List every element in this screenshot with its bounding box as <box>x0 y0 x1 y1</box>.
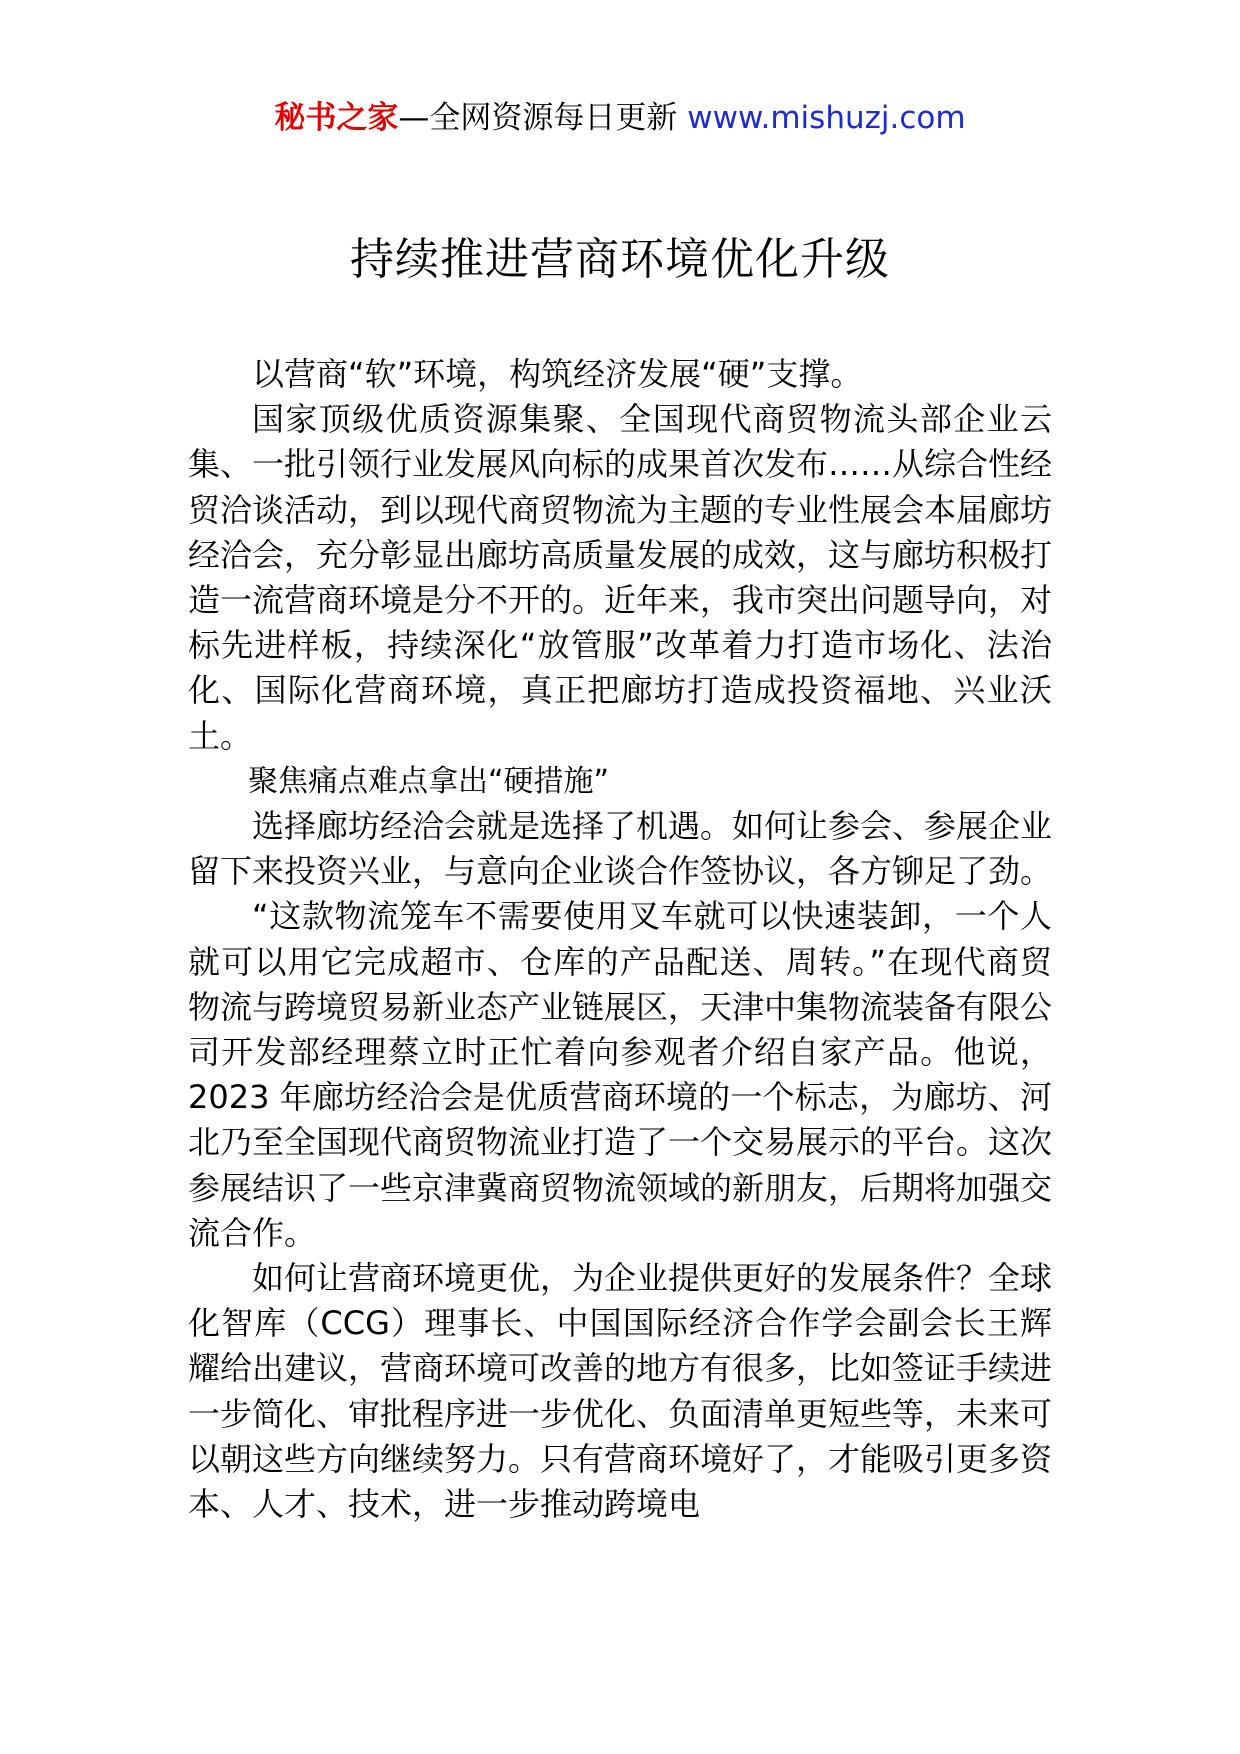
article-paragraph: 如何让营商环境更优，为企业提供更好的发展条件？全球化智库（CCG）理事长、中国国际经济合作学会副会长王辉耀给出建议，营商环境可改善的地方有很多，比如签证手续进一步简化、审批程序进一步优化、负面清单更短些等，未来可以朝这些方向继续努力。只有营商环境好了，才能吸引更多资本、人才、技术，进一步推动跨境电 <box>188 1259 1053 1524</box>
site-header <box>0 98 1240 138</box>
site-url-link[interactable]: www.mishuzj.com <box>687 100 966 136</box>
section-heading: 聚焦痛点难点拿出“硬措施” <box>248 763 610 799</box>
article-body <box>188 352 1052 1527</box>
article-paragraph: 以营商“软”环境，构筑经济发展“硬”支撑。 <box>252 355 863 393</box>
article-paragraph: “这款物流笼车不需要使用叉车就可以快速装卸，一个人就可以用它完成超市、仓库的产品配送、周转。”在现代商贸物流与跨境贸易新业态产业链展区，天津中集物流装备有限公司开发部经理蔡立时正忙着向参观者介绍自家产品。他说，2023 年廊坊经洽会是优质营商环境的一个标志，为廊坊、河北乃至全国现代商贸物流业打造了一个交易展示的平台。这次参展结识了一些京津冀商贸物流领域的新朋友，后期将加强交流合作。 <box>188 897 1053 1252</box>
site-tagline: —全网资源每日更新 <box>398 100 688 136</box>
article-paragraph: 选择廊坊经洽会就是选择了机遇。如何让参会、参展企业留下来投资兴业，与意向企业谈合作签协议，各方铆足了劲。 <box>188 807 1053 891</box>
article-paragraph: 国家顶级优质资源集聚、全国现代商贸物流头部企业云集、一批引领行业发展风向标的成果首次发布……从综合性经贸洽谈活动，到以现代商贸物流为主题的专业性展会本届廊坊经洽会，充分彰显出廊坊高质量发展的成效，这与廊坊积极打造一流营商环境是分不开的。近年来，我市突出问题导向，对标先进样板，持续深化“放管服”改革着力打造市场化、法治化、国际化营商环境，真正把廊坊打造成投资福地、兴业沃土。 <box>188 400 1053 755</box>
article-title: 持续推进营商环境优化升级 <box>350 234 890 285</box>
site-brand: 秘书之家 <box>274 100 399 136</box>
